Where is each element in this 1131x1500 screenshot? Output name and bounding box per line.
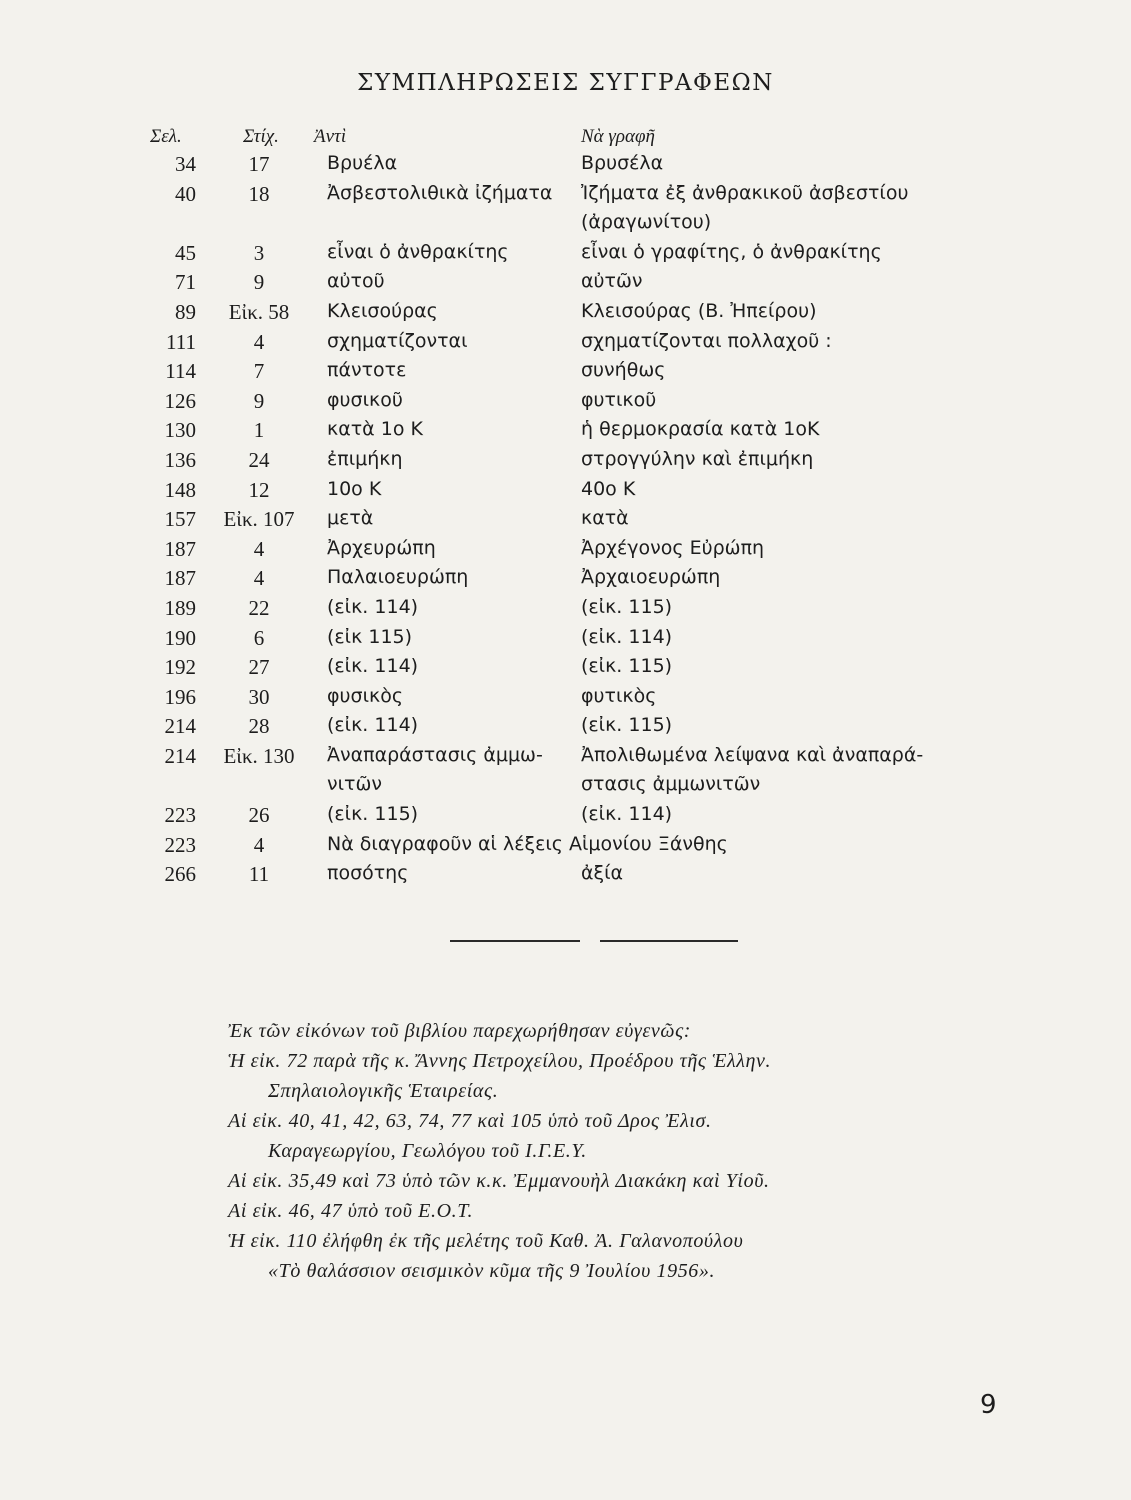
- row-instead: ποσότης: [327, 862, 409, 885]
- row-instead: Ἀρχευρώπη: [327, 536, 436, 559]
- row-line: 4: [253, 329, 265, 354]
- table-row: [0, 150, 1131, 180]
- row-line: 4: [253, 566, 265, 591]
- row-instead: (εἰκ. 115): [327, 803, 419, 826]
- row-page: 189: [164, 595, 196, 620]
- row-instead: κατὰ 1ο Κ: [327, 418, 423, 441]
- row-page: 192: [164, 655, 196, 680]
- row-instead: φυσικοῦ: [327, 388, 403, 411]
- row-page: 45: [175, 240, 196, 265]
- row-instead: Κλεισούρας: [327, 299, 438, 322]
- row-page: 214: [164, 714, 196, 739]
- row-write: 40ο Κ: [581, 477, 636, 500]
- row-instead: εἶναι ὁ ἀνθρακίτης: [327, 240, 509, 263]
- row-instead: πάντοτε: [327, 359, 407, 382]
- table-row: [0, 416, 1131, 446]
- credit-line: Ἐκ τῶν εἰκόνων τοῦ βιβλίου παρεχωρήθησαν εὐγενῶς:: [228, 1020, 692, 1042]
- table-row: [0, 328, 1131, 358]
- row-line: 4: [253, 536, 265, 561]
- row-write: Ἀρχέγονος Εὐρώπη: [581, 536, 765, 559]
- table-row: [0, 742, 1131, 772]
- row-write: φυτικὸς: [581, 684, 657, 707]
- row-page: 126: [164, 388, 196, 413]
- table-row: [0, 653, 1131, 683]
- row-instead: Βρυέλα: [327, 152, 398, 174]
- table-row: [0, 180, 1131, 210]
- row-write: Ἰζήματα ἐξ ἀνθρακικοῦ ἀσβεστίου: [581, 181, 909, 204]
- row-write: (ἀραγωνίτου): [581, 211, 712, 234]
- row-write: (εἰκ. 115): [581, 595, 673, 618]
- row-page: 114: [165, 359, 196, 384]
- row-page: 187: [164, 536, 196, 561]
- row-instead: Ἀσβεστολιθικὰ ἰζήματα: [327, 181, 553, 204]
- row-line: 18: [248, 181, 270, 206]
- credit-line: «Τὸ θαλάσσιον σεισμικὸν κῦμα τῆς 9 Ἰουλίου 1956».: [268, 1260, 716, 1282]
- row-line: Εἰκ. 130: [223, 743, 295, 768]
- row-line: 24: [248, 447, 270, 472]
- row-write: (εἰκ. 115): [581, 714, 673, 737]
- row-page: 223: [164, 832, 196, 857]
- row-instead: 10ο Κ: [327, 477, 382, 500]
- row-page: 223: [164, 803, 196, 828]
- table-row: [0, 564, 1131, 594]
- row-write: (εἰκ. 114): [581, 803, 673, 826]
- row-line: 3: [253, 240, 265, 265]
- row-page: 89: [175, 299, 196, 324]
- row-instead: μετὰ: [327, 507, 374, 530]
- row-write: φυτικοῦ: [581, 388, 657, 411]
- row-write: κατὰ: [581, 507, 629, 530]
- page-number: 9: [980, 1390, 997, 1420]
- row-write: εἶναι ὁ γραφίτης, ὁ ἀνθρακίτης: [581, 240, 882, 263]
- row-page: 136: [164, 447, 196, 472]
- row-write: Ἀπολιθωμένα λείψανα καὶ ἀναπαρά-: [581, 743, 924, 766]
- row-instead: Νὰ διαγραφοῦν αἱ λέξεις Αἱμονίου Ξάνθης: [327, 832, 728, 855]
- row-page: 34: [175, 152, 196, 176]
- row-page: 130: [164, 418, 196, 443]
- row-line: 11: [248, 862, 270, 887]
- row-line: 9: [253, 270, 265, 295]
- row-write: ἡ θερμοκρασία κατὰ 1οΚ: [581, 418, 820, 441]
- row-page: 111: [166, 329, 196, 354]
- header-write: Νὰ γραφῆ: [581, 126, 655, 147]
- row-line: 17: [248, 152, 270, 176]
- row-page: 157: [164, 507, 196, 532]
- row-line: 22: [248, 595, 270, 620]
- credit-line: Αἱ εἰκ. 40, 41, 42, 63, 74, 77 καὶ 105 ὑπὸ τοῦ Δρος Ἐλισ.: [228, 1110, 712, 1132]
- row-line: 12: [248, 477, 270, 502]
- row-line: 1: [253, 418, 265, 443]
- row-instead: (εἰκ 115): [327, 625, 413, 648]
- row-write: συνήθως: [581, 359, 666, 382]
- row-write: (εἰκ. 115): [581, 655, 673, 678]
- table-row: [0, 298, 1131, 328]
- row-write: Ἀρχαιοευρώπη: [581, 566, 721, 589]
- row-page: 187: [164, 566, 196, 591]
- table-row: [0, 712, 1131, 742]
- row-instead: αὐτοῦ: [327, 270, 385, 293]
- divider-left: [450, 940, 580, 942]
- row-line: Εἰκ. 58: [228, 299, 290, 324]
- table-row: [0, 268, 1131, 298]
- row-instead: (εἰκ. 114): [327, 714, 419, 737]
- row-line: 7: [253, 359, 265, 384]
- table-row: [0, 505, 1131, 535]
- row-instead: Ἀναπαράστασις ἀμμω-: [327, 743, 543, 766]
- row-instead: (εἰκ. 114): [327, 655, 419, 678]
- row-line: 27: [248, 655, 270, 680]
- row-write: Κλεισούρας (Β. Ἠπείρου): [581, 299, 817, 322]
- row-line: 4: [253, 832, 265, 857]
- table-row: [0, 476, 1131, 506]
- row-write: στασις ἀμμωνιτῶν: [581, 773, 761, 796]
- table-row: [0, 357, 1131, 387]
- row-write: (εἰκ. 114): [581, 625, 673, 648]
- table-row: [0, 771, 1131, 801]
- image-credits: [228, 1020, 1028, 1290]
- credit-line: Καραγεωργίου, Γεωλόγου τοῦ Ι.Γ.Ε.Υ.: [268, 1140, 587, 1162]
- table-row: [0, 594, 1131, 624]
- header-line: Στίχ.: [243, 126, 279, 147]
- row-line: 6: [253, 625, 265, 650]
- table-row: [0, 446, 1131, 476]
- table-row: [0, 860, 1131, 890]
- row-page: 190: [164, 625, 196, 650]
- row-instead: ἐπιμήκη: [327, 447, 403, 470]
- row-write: σχηματίζονται πολλαχοῦ :: [581, 329, 832, 352]
- table-row: [0, 801, 1131, 831]
- row-write: στρογγύλην καὶ ἐπιμήκη: [581, 447, 814, 470]
- table-row: [0, 209, 1131, 239]
- row-page: 196: [164, 684, 196, 709]
- page-title: ΣΥΜΠΛΗΡΩΣΕΙΣ ΣΥΓΓΡΑΦΕΩΝ: [357, 70, 774, 96]
- row-instead: (εἰκ. 114): [327, 595, 419, 618]
- credit-line: Σπηλαιολογικῆς Ἑταιρείας.: [268, 1080, 499, 1102]
- header-instead: Ἀντὶ: [314, 126, 347, 147]
- divider-right: [600, 940, 738, 942]
- credit-line: Αἱ εἰκ. 35,49 καὶ 73 ὑπὸ τῶν κ.κ. Ἐμμανουὴλ Διακάκη καὶ Υἱοῦ.: [228, 1170, 770, 1192]
- row-page: 40: [175, 181, 196, 206]
- row-page: 71: [175, 270, 196, 295]
- table-row: [0, 535, 1131, 565]
- row-write: αὐτῶν: [581, 270, 643, 293]
- errata-table: [0, 150, 1131, 890]
- row-instead: νιτῶν: [327, 773, 383, 796]
- row-line: 26: [248, 803, 270, 828]
- row-write: ἀξία: [581, 862, 624, 885]
- row-line: Εἰκ. 107: [223, 507, 295, 532]
- table-row: [0, 239, 1131, 269]
- header-page: Σελ.: [150, 126, 182, 147]
- row-line: 30: [248, 684, 270, 709]
- credit-line: Αἱ εἰκ. 46, 47 ὑπὸ τοῦ Ε.Ο.Τ.: [228, 1200, 474, 1222]
- row-instead: φυσικὸς: [327, 684, 403, 707]
- row-line: 28: [248, 714, 270, 739]
- credit-line: Ἡ εἰκ. 110 ἐλήφθη ἐκ τῆς μελέτης τοῦ Καθ. Ἀ. Γαλανοπούλου: [228, 1230, 744, 1252]
- row-line: 9: [253, 388, 265, 413]
- table-row: [0, 387, 1131, 417]
- row-page: 148: [164, 477, 196, 502]
- row-instead: Παλαιοευρώπη: [327, 566, 469, 589]
- row-instead: σχηματίζονται: [327, 329, 468, 352]
- row-page: 266: [164, 862, 196, 887]
- table-row: [0, 624, 1131, 654]
- table-row: [0, 831, 1131, 861]
- table-row: [0, 683, 1131, 713]
- row-write: Βρυσέλα: [581, 152, 664, 174]
- credit-line: Ἡ εἰκ. 72 παρὰ τῆς κ. Ἄννης Πετροχείλου, Προέδρου τῆς Ἑλλην.: [228, 1050, 772, 1072]
- row-page: 214: [164, 743, 196, 768]
